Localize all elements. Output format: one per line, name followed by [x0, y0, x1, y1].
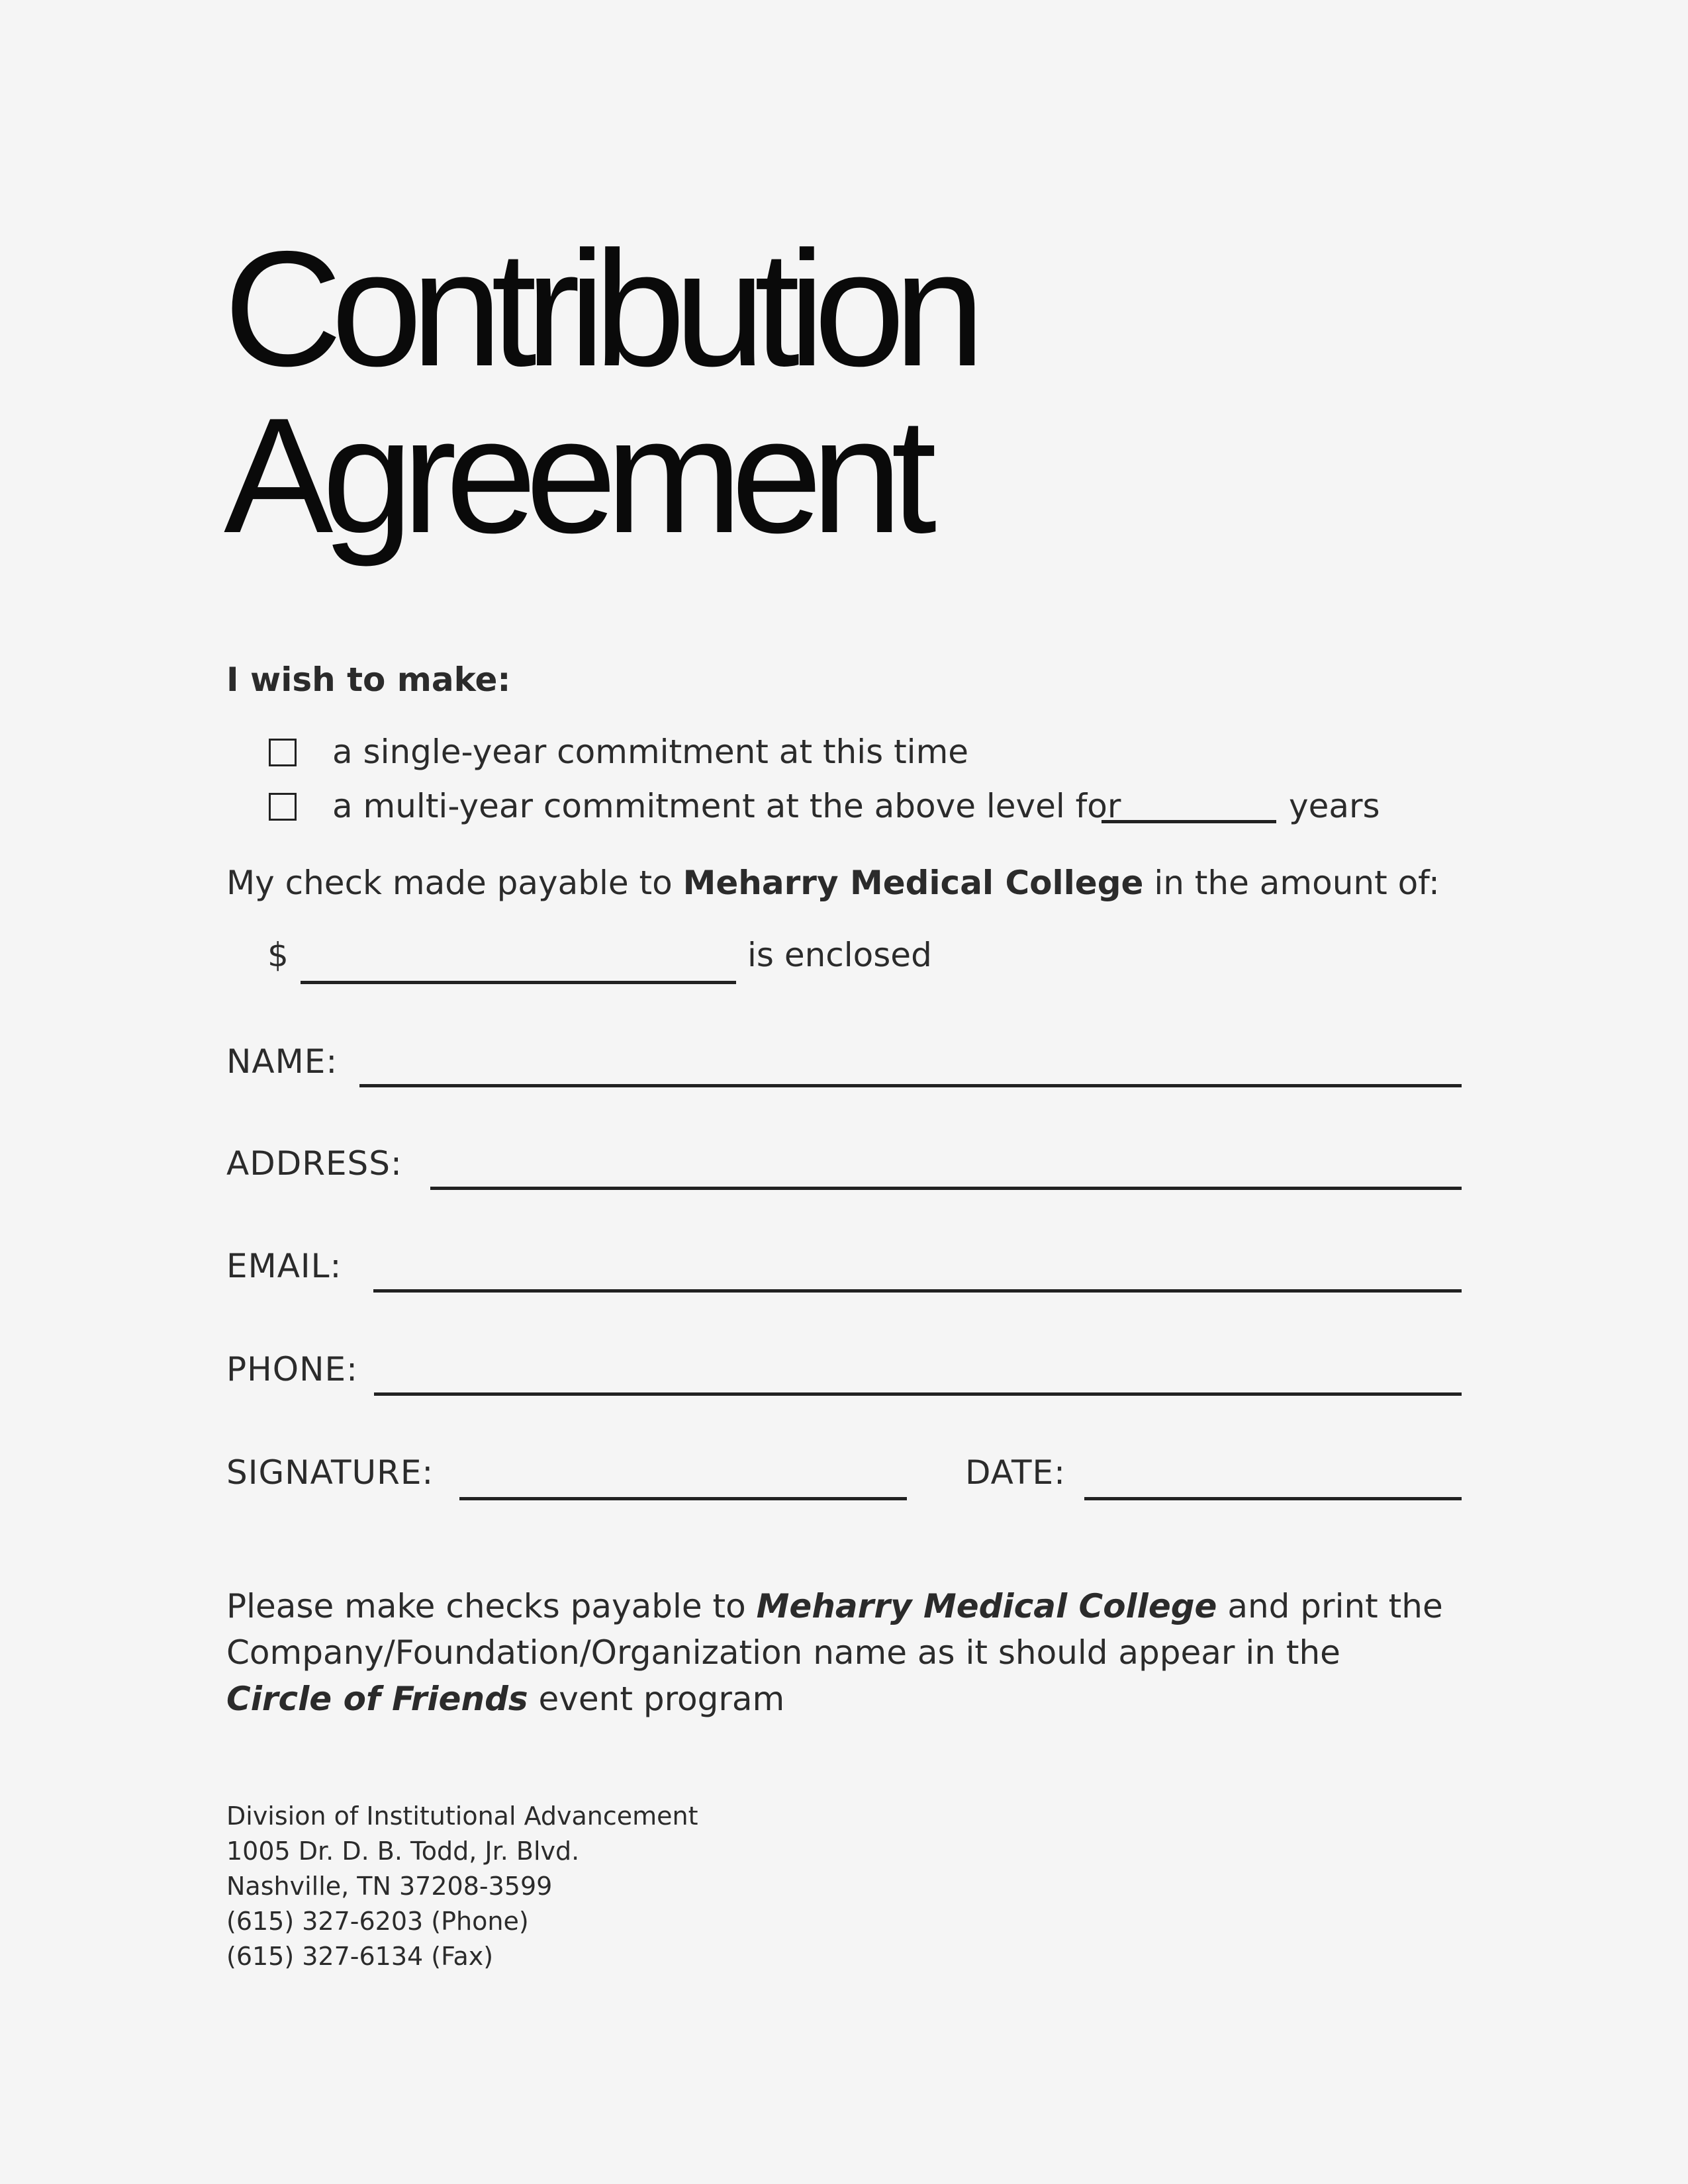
- name-label: NAME:: [226, 1042, 338, 1081]
- enclosed-label: is enclosed: [747, 936, 932, 974]
- footer-department: Division of Institutional Advancement: [226, 1801, 698, 1831]
- contact-footer: [226, 1799, 698, 1974]
- note-part3: event program: [538, 1680, 785, 1718]
- note-part2: and print the: [1227, 1587, 1443, 1625]
- amount-field[interactable]: [301, 981, 736, 984]
- payment-instructions: [226, 1583, 1484, 1722]
- check-suffix: in the amount of:: [1154, 864, 1440, 902]
- phone-field[interactable]: [374, 1392, 1462, 1396]
- footer-fax: (615) 327-6134 (Fax): [226, 1942, 494, 1971]
- signature-label: SIGNATURE:: [226, 1453, 434, 1492]
- check-payee: Meharry Medical College: [682, 864, 1144, 902]
- email-field[interactable]: [373, 1289, 1462, 1293]
- single-year-checkbox[interactable]: [269, 739, 297, 766]
- signature-field[interactable]: [459, 1497, 907, 1500]
- note-payee: Meharry Medical College: [756, 1587, 1217, 1625]
- note-line-1: [226, 1583, 1484, 1629]
- currency-symbol: $: [267, 936, 289, 974]
- note-line-2: Company/Foundation/Organization name as it should appear in the: [226, 1633, 1340, 1672]
- date-label: DATE:: [965, 1453, 1066, 1492]
- footer-city: Nashville, TN 37208-3599: [226, 1872, 553, 1901]
- name-field[interactable]: [359, 1084, 1462, 1087]
- title-line-2: Agreement: [224, 383, 926, 567]
- multi-year-label: a multi-year commitment at the above level for: [332, 787, 1121, 825]
- note-part1: Please make checks payable to: [226, 1587, 746, 1625]
- footer-street: 1005 Dr. D. B. Todd, Jr. Blvd.: [226, 1837, 580, 1866]
- page-title: [224, 216, 974, 567]
- single-year-label: a single-year commitment at this time: [332, 733, 969, 771]
- note-line-3: [226, 1676, 1484, 1722]
- address-field[interactable]: [430, 1187, 1462, 1190]
- check-statement: [226, 863, 1440, 903]
- phone-label: PHONE:: [226, 1350, 358, 1388]
- check-prefix: My check made payable to: [226, 864, 673, 902]
- years-label: years: [1289, 787, 1380, 825]
- footer-phone: (615) 327-6203 (Phone): [226, 1907, 529, 1936]
- title-line-1: Contribution: [224, 216, 974, 400]
- note-event: Circle of Friends: [226, 1680, 528, 1718]
- intro-heading: I wish to make:: [226, 660, 511, 699]
- multi-year-checkbox[interactable]: [269, 793, 297, 821]
- date-field[interactable]: [1084, 1497, 1462, 1500]
- years-field[interactable]: [1102, 820, 1276, 823]
- address-label: ADDRESS:: [226, 1144, 402, 1183]
- email-label: EMAIL:: [226, 1247, 342, 1285]
